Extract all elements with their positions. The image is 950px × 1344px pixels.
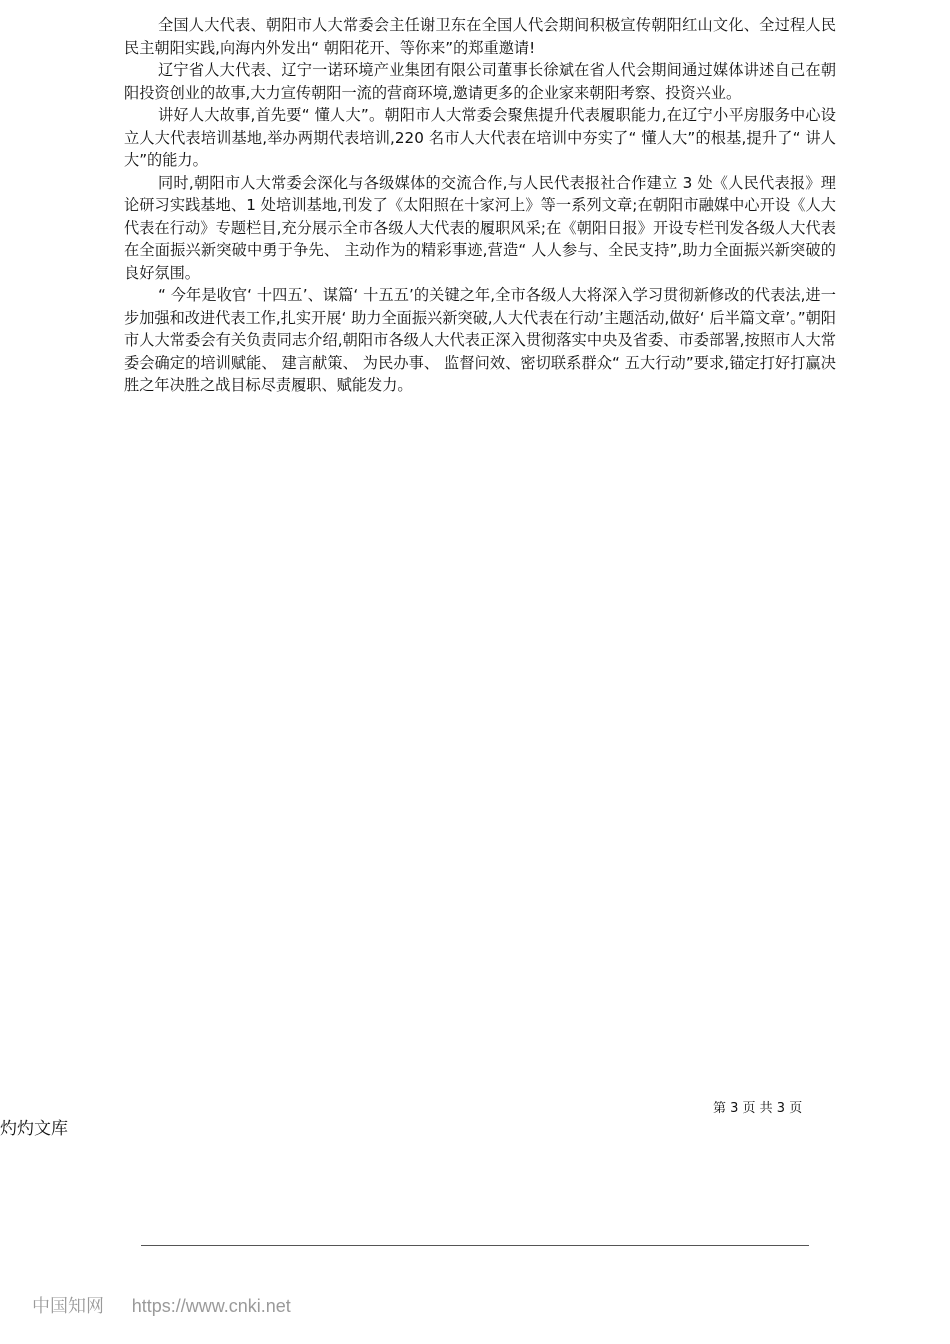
cnki-url-link[interactable]: https://www.cnki.net [131,1296,291,1316]
cnki-brand: 中国知网 [32,1296,104,1317]
article-paragraph-5: “ 今年是收官‘ 十四五’、谋篇‘ 十五五’的关键之年,全市各级人大将深入学习贯彻新修改的代表法,进一步加强和改进代表工作,扎实开展‘ 助力全面振兴新突破,人大代表在行动’主题活动,做好‘ 后半篇文章’。”朝阳市人大常委会有关负责同志介绍,朝阳市各级人大代表正深入贯彻落实中央及省委、市委部署,按照市人大常委会确定的培训赋能、 建言献策、 为民办事、 监督问效、密切联系群众“ 五大行动”要求,锚定打好打赢决胜之年决胜之战目标尽责履职、赋能发力。 [124,286,836,394]
footer-divider [141,1245,809,1246]
cnki-footer [32,1294,291,1319]
article-paragraph-1: 全国人大代表、朝阳市人大常委会主任谢卫东在全国人代会期间积极宣传朝阳红山文化、全过程人民民主朝阳实践,向海内外发出“ 朝阳花开、等你来”的郑重邀请! [124,16,836,57]
wenku-label: 灼灼文库 [0,1119,68,1139]
article-paragraph-2: 辽宁省人大代表、辽宁一诺环境产业集团有限公司董事长徐斌在省人代会期间通过媒体讲述自己在朝阳投资创业的故事,大力宣传朝阳一流的营商环境,邀请更多的企业家来朝阳考察、投资兴业。 [124,61,836,102]
page-number: 第 3 页 共 3 页 [713,1101,803,1116]
article-body [124,14,836,397]
article-paragraph-3: 讲好人大故事,首先要“ 懂人大”。朝阳市人大常委会聚焦提升代表履职能力,在辽宁小平房服务中心设立人大代表培训基地,举办两期代表培训,220 名市人大代表在培训中夯实了“ 懂人大”的根基,提升了“ 讲人大”的能力。 [124,106,836,169]
article-paragraph-4: 同时,朝阳市人大常委会深化与各级媒体的交流合作,与人民代表报社合作建立 3 处《人民代表报》理论研习实践基地、1 处培训基地,刊发了《太阳照在十家河上》等一系列文章;在朝阳市融媒中心开设《人大代表在行动》专题栏目,充分展示全市各级人大代表的履职风采;在《朝阳日报》开设专栏刊发各级人大代表在全面振兴新突破中勇于争先、 主动作为的精彩事迹,营造“ 人人参与、全民支持”,助力全面振兴新突破的良好氛围。 [124,173,836,282]
